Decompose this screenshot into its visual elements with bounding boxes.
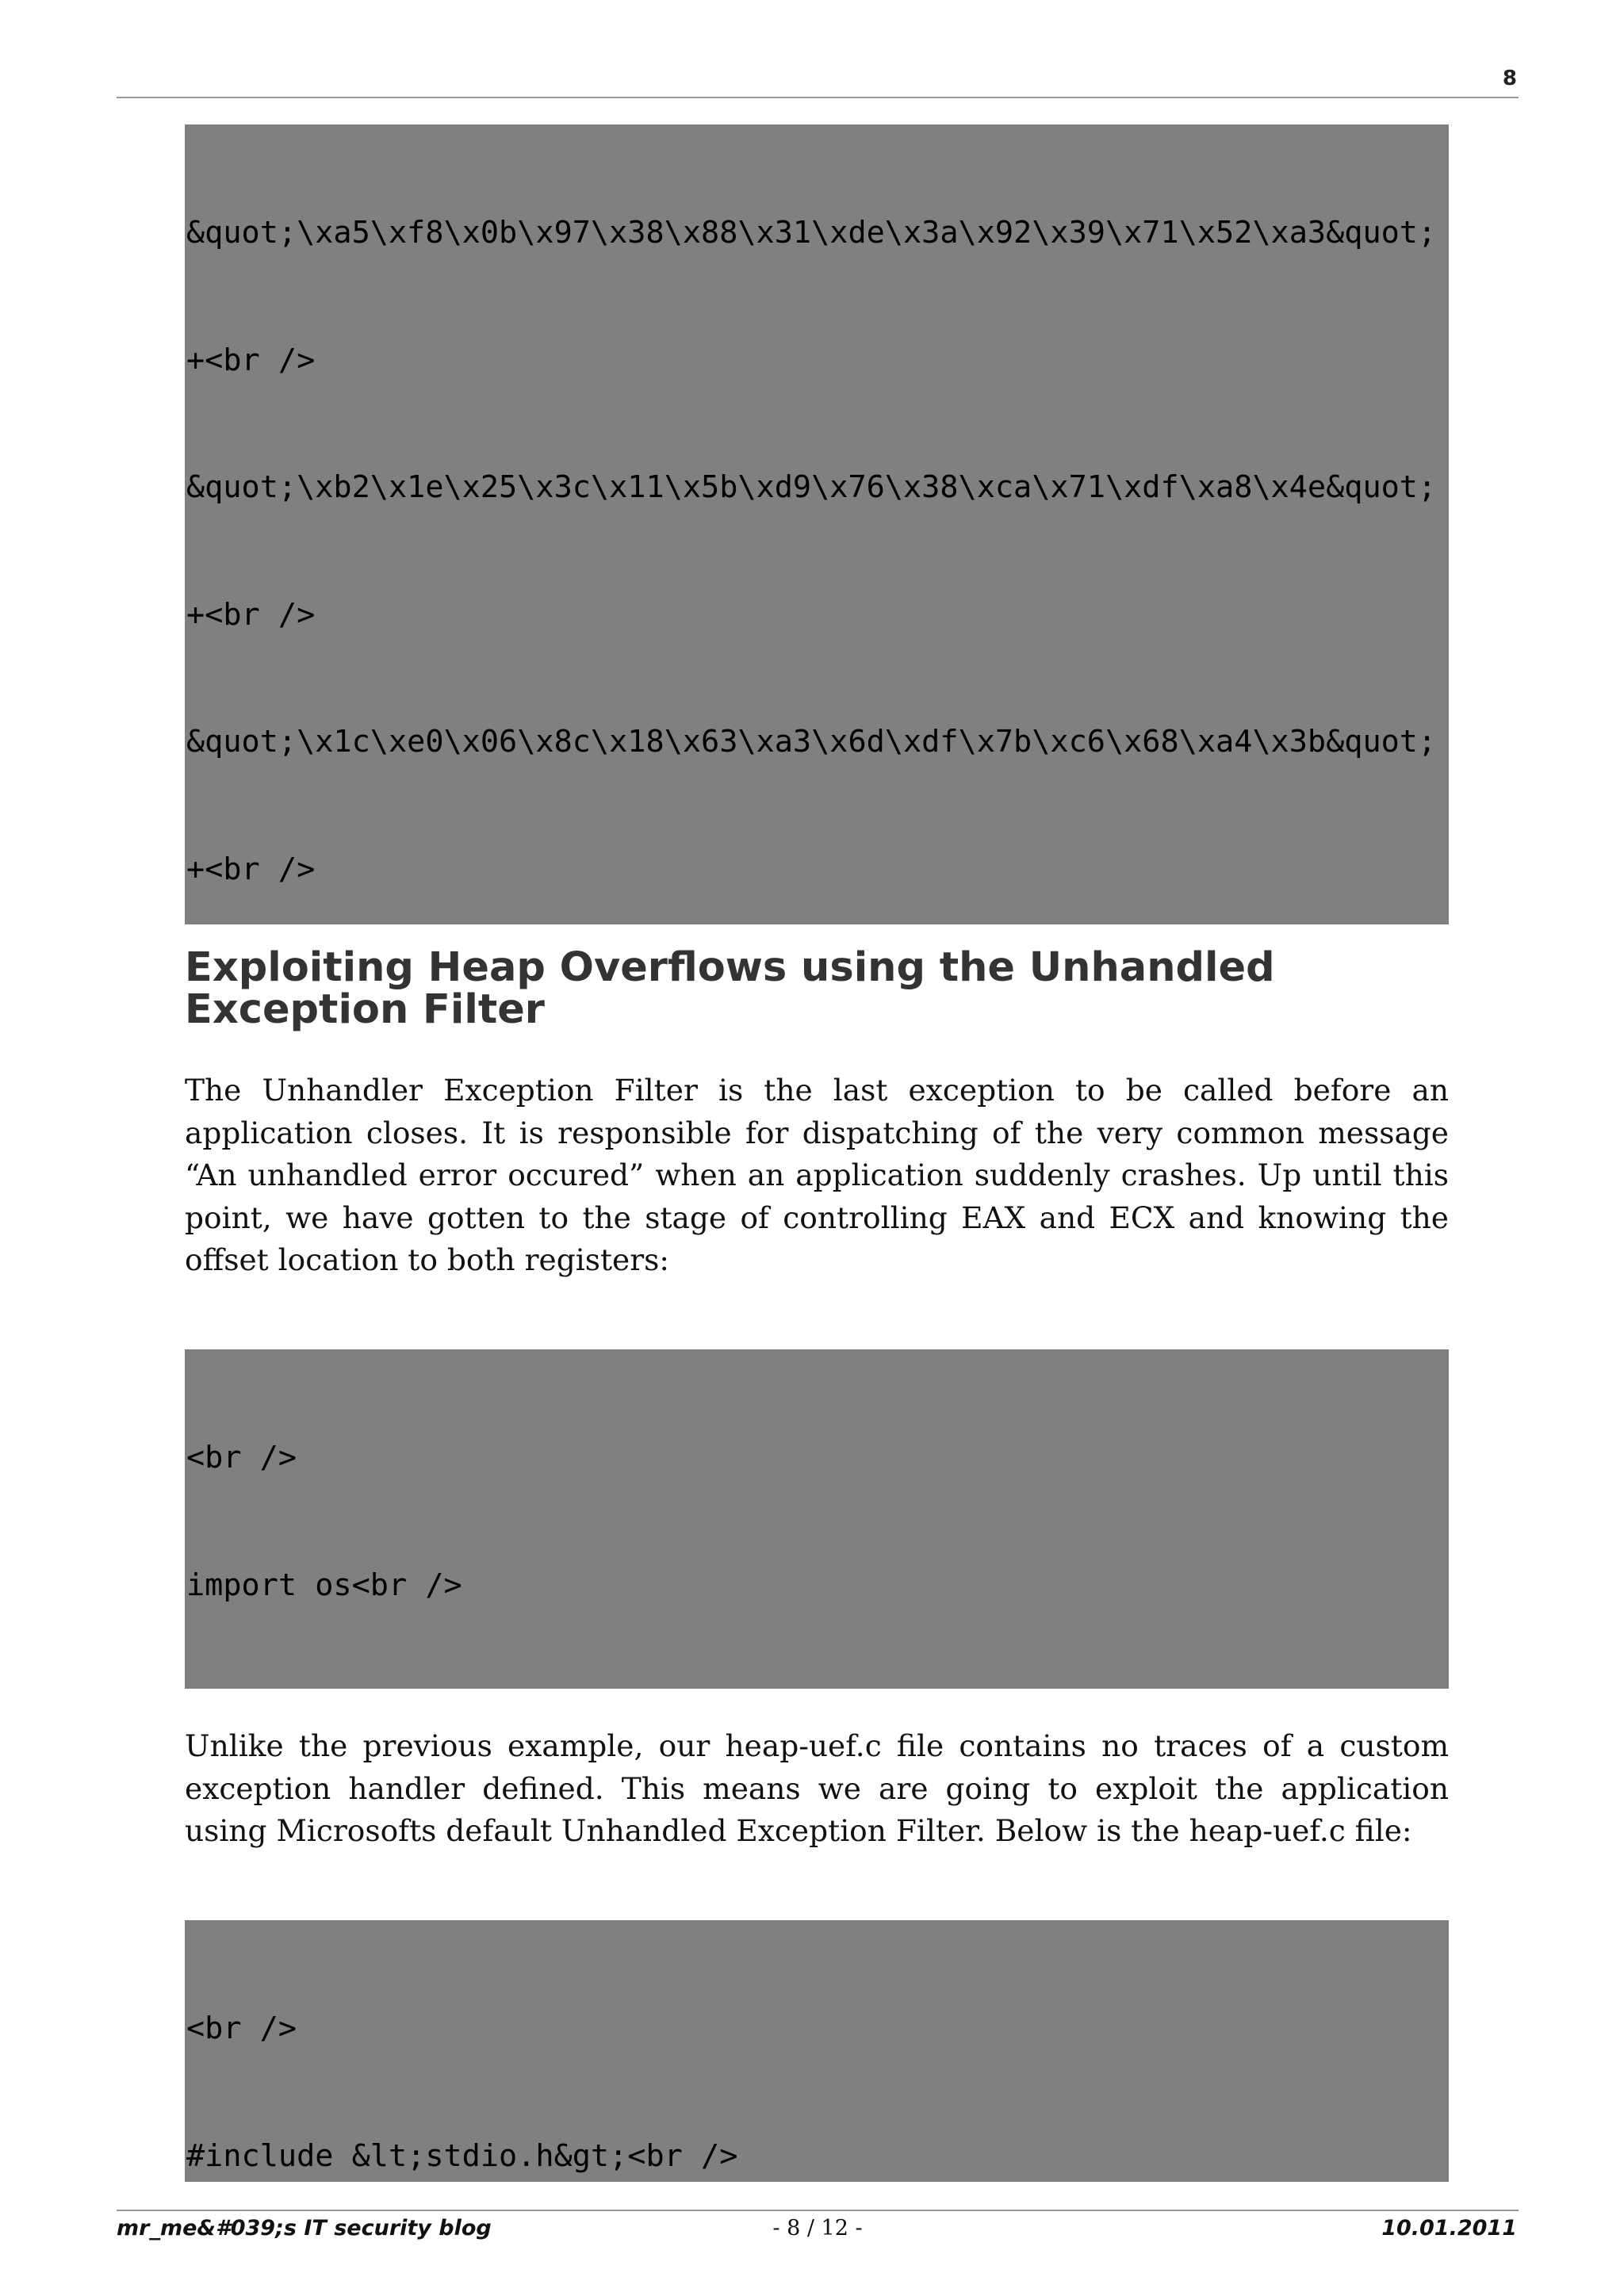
- code-line: #include &lt;stdio.h&gt;<br />: [186, 2137, 738, 2174]
- page-number: 8: [1502, 67, 1517, 90]
- code-line: &quot;\x1c\xe0\x06\x8c\x18\x63\xa3\x6d\xdf\x7b\xc6\x68\xa4\x3b&quot;: [186, 724, 1437, 760]
- code-line: <br />: [186, 1440, 297, 1475]
- paragraph-heap-uef: Unlike the previous example, our heap-uef.c file contains no traces of a custom exception handler defined. This means we are going to exploit the application using Microsofts default Unhandled Exception Filter. Below is the heap-uef.c file:: [185, 1728, 1449, 1848]
- code-line: +<br />: [186, 851, 316, 887]
- footer-page-indicator: - 8 / 12 -: [772, 2216, 863, 2241]
- code-line: &quot;\xb2\x1e\x25\x3c\x11\x5b\xd9\x76\x38\xca\x71\xdf\xa8\x4e&quot;: [186, 469, 1437, 505]
- footer-date: 10.01.2011: [1381, 2216, 1517, 2241]
- code-block-heap-uef-c: [185, 1920, 1449, 2182]
- code-line: +<br />: [186, 596, 316, 633]
- code-line: &quot;\xa5\xf8\x0b\x97\x38\x88\x31\xde\x3a\x92\x39\x71\x52\xa3&quot;: [186, 215, 1437, 251]
- code-line: +<br />: [186, 342, 316, 378]
- footer-divider: [117, 2210, 1519, 2211]
- header-divider: [117, 97, 1519, 98]
- code-line: <br />: [186, 2011, 297, 2046]
- code-block-exploit-uef: [185, 1349, 1449, 1689]
- paragraph-uef-intro: The Unhandler Exception Filter is the last exception to be called before an application closes. It is responsible for dispatching of the very common message “An unhandled error occured” when an application suddenly crashes. Up until this point, we have gotten to the stage of controlling EAX and ECX and knowing the offset location to both registers:: [185, 1073, 1449, 1277]
- footer-blog-title: mr_me&#039;s IT security blog: [117, 2216, 492, 2241]
- code-line: import os<br />: [186, 1567, 462, 1603]
- code-block-exploit-veh: [185, 124, 1449, 924]
- section-heading: Exploiting Heap Overflows using the Unhandled Exception Filter: [185, 944, 1275, 1033]
